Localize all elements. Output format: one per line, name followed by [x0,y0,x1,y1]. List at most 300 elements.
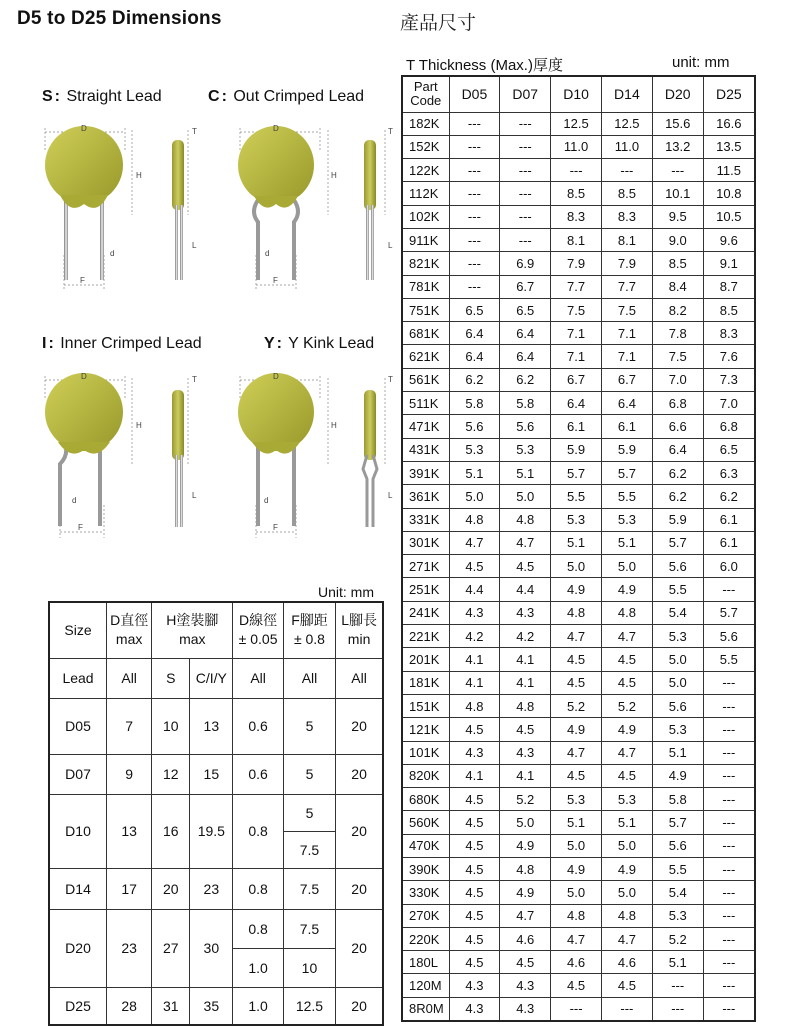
table-row [402,858,755,881]
thickness-value: --- [449,182,500,205]
part-code: 251K [402,578,449,601]
thickness-value: 4.7 [449,531,500,554]
part-code: 120M [402,974,449,997]
thickness-value: 5.9 [652,508,703,531]
dim-label-h-i: H [136,421,142,430]
thickness-value: --- [703,741,755,764]
thickness-value: 4.4 [449,578,500,601]
thickness-value: 4.4 [500,578,551,601]
thickness-value: 6.4 [449,345,500,368]
thickness-value: 8.2 [652,298,703,321]
thickness-value: 4.6 [500,927,551,950]
dim-label-d-c: D [273,124,279,133]
thickness-value: 6.4 [449,322,500,345]
table-row [402,788,755,811]
thickness-value: 6.7 [601,368,652,391]
thickness-value: --- [500,228,551,251]
table-row [402,974,755,997]
table-row [402,368,755,391]
cell: 1.0 [233,948,283,987]
thickness-value: 15.6 [652,112,703,135]
lead-ciy: C/I/Y [190,658,233,698]
part-code: 781K [402,275,449,298]
part-code: 201K [402,648,449,671]
thickness-value: --- [703,974,755,997]
thickness-value: --- [703,671,755,694]
dim-row-d14 [49,868,383,909]
thickness-value: 6.5 [500,298,551,321]
cell: 0.6 [233,754,283,794]
thickness-value: 4.7 [601,741,652,764]
table-row [402,485,755,508]
cell: 20 [152,868,190,909]
table-row [402,718,755,741]
thickness-value: 4.8 [551,601,602,624]
lead-drawings [0,0,400,600]
thickness-value: 5.6 [652,694,703,717]
thickness-value: 5.4 [652,881,703,904]
thickness-value: 4.2 [449,625,500,648]
thickness-value: --- [703,811,755,834]
thickness-value: 9.0 [652,228,703,251]
thickness-value: 4.8 [601,601,652,624]
dim-label-f-s: F [80,276,85,285]
thickness-value: 5.8 [652,788,703,811]
dimensions-unit: Unit: mm [318,584,374,600]
thickness-value: --- [449,275,500,298]
thickness-value: 4.3 [500,974,551,997]
table-row [402,392,755,415]
thickness-value: 6.8 [652,392,703,415]
thickness-value: 5.5 [601,485,652,508]
thickness-value: --- [500,135,551,158]
thickness-value: --- [703,858,755,881]
thickness-value: 8.1 [601,228,652,251]
thickness-value: --- [703,904,755,927]
part-code: 470K [402,834,449,857]
thickness-value: --- [601,997,652,1020]
thickness-value: 4.8 [449,508,500,531]
page-title-cjk: 產品尺寸 [400,12,477,34]
thickness-value: 4.1 [449,648,500,671]
part-code: 681K [402,322,449,345]
thickness-value: 5.9 [551,438,602,461]
thickness-value: 6.6 [652,415,703,438]
thickness-value: 4.7 [551,741,602,764]
thickness-value: 5.9 [601,438,652,461]
part-code: 820K [402,764,449,787]
cell: 23 [107,909,152,987]
thickness-value: 5.1 [551,811,602,834]
cell: 5 [283,754,335,794]
thickness-value: 11.0 [551,135,602,158]
lead-all-3: All [283,658,335,698]
thickness-value: 4.7 [500,531,551,554]
part-code: 911K [402,228,449,251]
thickness-value: 8.1 [551,228,602,251]
cell: 7 [107,698,152,754]
header-size: Size [49,602,107,658]
thickness-value: 6.2 [652,485,703,508]
part-code: 361K [402,485,449,508]
thickness-value: 6.1 [703,531,755,554]
cell: 20 [336,754,383,794]
dim-label-t-i: T [192,375,197,384]
part-code: 560K [402,811,449,834]
dim-label-t-y: T [388,375,393,384]
lead-header: Lead [49,658,107,698]
cell: 20 [336,868,383,909]
thickness-value: --- [703,764,755,787]
thickness-value: 6.1 [551,415,602,438]
part-code: 220K [402,927,449,950]
thickness-value: 5.3 [551,508,602,531]
thickness-value: 6.1 [601,415,652,438]
thickness-value: 5.3 [652,718,703,741]
thickness-value: 4.5 [449,834,500,857]
cell: 1.0 [233,987,283,1025]
cell: 20 [336,987,383,1025]
cell: 20 [336,909,383,987]
lead-label-y-kink: Y : Y Kink Lead [264,335,375,352]
part-code: 431K [402,438,449,461]
table-row [402,694,755,717]
thickness-value: 6.8 [703,415,755,438]
thickness-value: 7.7 [601,275,652,298]
table-row [402,159,755,182]
thickness-value: 4.5 [500,718,551,741]
header-coating: H塗裝腳 max [152,602,233,658]
thickness-value: 4.5 [449,904,500,927]
thickness-value: --- [500,112,551,135]
table-row [402,555,755,578]
thickness-value: 5.3 [601,508,652,531]
thickness-value: 4.9 [551,718,602,741]
cell: 17 [107,868,152,909]
thickness-value: --- [500,159,551,182]
thickness-value: 5.5 [703,648,755,671]
thickness-value: --- [500,205,551,228]
table-row [402,298,755,321]
dim-label-h-c: H [331,171,337,180]
thickness-value: 7.5 [652,345,703,368]
dim-lead-row [49,658,383,698]
table-row [402,461,755,484]
dim-row-d05 [49,698,383,754]
thickness-value: 5.2 [652,927,703,950]
lead-all-1: All [107,658,152,698]
part-code: 182K [402,112,449,135]
thickness-value: --- [703,951,755,974]
thickness-value: 5.0 [601,881,652,904]
part-code: 471K [402,415,449,438]
thickness-value: --- [551,997,602,1020]
part-code: 331K [402,508,449,531]
dim-label-wire-c: d [265,249,270,258]
cell: 0.6 [233,698,283,754]
thickness-body [402,112,755,1021]
thickness-value: 4.3 [449,601,500,624]
dim-row-d10 [49,794,383,831]
thickness-value: 4.5 [551,648,602,671]
thickness-value: 8.3 [703,322,755,345]
thickness-value: 9.6 [703,228,755,251]
thickness-value: --- [703,834,755,857]
table-row [402,438,755,461]
thickness-value: 8.5 [703,298,755,321]
thickness-value: --- [449,159,500,182]
part-code: 390K [402,858,449,881]
thickness-value: 5.7 [551,461,602,484]
part-code: 391K [402,461,449,484]
lead-all-2: All [233,658,283,698]
thickness-value: 4.8 [551,904,602,927]
table-row [402,508,755,531]
dim-label-d-y: D [273,372,279,381]
thickness-value: 6.4 [652,438,703,461]
dim-label-h-s: H [136,171,142,180]
thickness-value: 11.0 [601,135,652,158]
thickness-value: 5.7 [652,531,703,554]
cell: 31 [152,987,190,1025]
thickness-value: --- [449,205,500,228]
cell: 28 [107,987,152,1025]
thickness-value: 6.2 [703,485,755,508]
thickness-value: 4.7 [601,927,652,950]
thickness-value: 5.1 [500,461,551,484]
header-d10: D10 [551,76,602,112]
header-d14: D14 [601,76,652,112]
drawing-straight [45,126,184,280]
thickness-value: 5.6 [652,834,703,857]
cell: 30 [190,909,233,987]
thickness-value: 6.0 [703,555,755,578]
thickness-value: 8.7 [703,275,755,298]
thickness-header-row [402,76,755,112]
thickness-value: 5.0 [652,648,703,671]
thickness-value: 6.4 [601,392,652,415]
thickness-value: 13.2 [652,135,703,158]
thickness-value: 6.4 [500,322,551,345]
thickness-value: 5.5 [551,485,602,508]
table-row [402,531,755,554]
dim-label-wire-s: d [110,249,115,258]
thickness-value: 5.0 [601,555,652,578]
part-code: 121K [402,718,449,741]
thickness-value: 6.2 [449,368,500,391]
thickness-value: 7.1 [601,322,652,345]
cell: 13 [190,698,233,754]
thickness-value: 5.3 [601,788,652,811]
thickness-value: 5.0 [500,811,551,834]
cell: 16 [152,794,190,868]
thickness-value: 4.5 [500,555,551,578]
thickness-value: 5.2 [601,694,652,717]
thickness-value: --- [703,927,755,950]
thickness-value: 4.7 [500,904,551,927]
thickness-value: 7.1 [551,322,602,345]
cell: D07 [49,754,107,794]
table-row [402,415,755,438]
header-lead-length: L腳長 min [336,602,383,658]
lead-s: S [152,658,190,698]
table-row [402,322,755,345]
thickness-value: 6.7 [500,275,551,298]
cell: 23 [190,868,233,909]
part-code: 151K [402,694,449,717]
thickness-value: 4.5 [551,974,602,997]
thickness-value: 5.0 [551,555,602,578]
table-row [402,228,755,251]
dim-label-l-c: L [388,241,393,250]
thickness-value: 4.5 [449,811,500,834]
thickness-value: 5.0 [551,834,602,857]
thickness-value: 5.0 [500,485,551,508]
part-code: 271K [402,555,449,578]
thickness-value: --- [601,159,652,182]
thickness-value: 5.6 [500,415,551,438]
thickness-value: 7.9 [551,252,602,275]
table-row [402,764,755,787]
thickness-value: 9.5 [652,205,703,228]
cell: 20 [336,794,383,868]
header-d05: D05 [449,76,500,112]
dim-label-f-i: F [78,523,83,532]
thickness-value: 5.5 [652,578,703,601]
thickness-value: 4.5 [449,927,500,950]
part-code: 181K [402,671,449,694]
thickness-value: 4.9 [500,881,551,904]
thickness-value: 8.5 [551,182,602,205]
thickness-value: 4.3 [500,601,551,624]
thickness-value: --- [703,997,755,1020]
thickness-value: 8.4 [652,275,703,298]
table-row [402,904,755,927]
dim-label-h-y: H [331,421,337,430]
thickness-value: 4.8 [449,694,500,717]
cell: 5 [283,698,335,754]
thickness-value: 6.2 [500,368,551,391]
thickness-value: 5.2 [551,694,602,717]
thickness-value: 4.9 [500,834,551,857]
thickness-value: 7.9 [601,252,652,275]
thickness-value: 4.3 [449,997,500,1020]
thickness-value: 11.5 [703,159,755,182]
table-row [402,881,755,904]
thickness-value: 5.0 [449,485,500,508]
table-row [402,671,755,694]
thickness-value: 4.1 [500,648,551,671]
thickness-value: --- [551,159,602,182]
thickness-table [401,75,756,1022]
cell: 7.5 [283,868,335,909]
thickness-value: --- [703,788,755,811]
thickness-value: 5.3 [551,788,602,811]
header-d20: D20 [652,76,703,112]
cell: 20 [336,698,383,754]
thickness-value: 4.3 [500,997,551,1020]
thickness-value: --- [703,881,755,904]
thickness-value: 4.8 [500,858,551,881]
part-code: 152K [402,135,449,158]
thickness-value: 4.3 [449,974,500,997]
thickness-value: 4.5 [601,648,652,671]
thickness-value: 4.5 [551,671,602,694]
thickness-value: 5.7 [652,811,703,834]
table-row [402,997,755,1020]
cell: 35 [190,987,233,1025]
thickness-value: 4.5 [449,718,500,741]
thickness-value: 4.5 [601,764,652,787]
thickness-value: 4.5 [601,671,652,694]
thickness-value: 5.8 [500,392,551,415]
thickness-value: 5.8 [449,392,500,415]
thickness-value: 4.5 [500,951,551,974]
header-wire-diameter: D線徑 ± 0.05 [233,602,283,658]
thickness-value: 6.5 [449,298,500,321]
cell: 13 [107,794,152,868]
cell: D10 [49,794,107,868]
cell: 7.5 [283,909,335,948]
dim-row-d07 [49,754,383,794]
thickness-value: 5.2 [500,788,551,811]
thickness-value: 4.9 [601,718,652,741]
thickness-value: 4.7 [551,625,602,648]
thickness-value: 4.8 [500,694,551,717]
table-row [402,811,755,834]
table-row [402,112,755,135]
thickness-value: 4.6 [601,951,652,974]
part-code: 751K [402,298,449,321]
thickness-value: 8.5 [601,182,652,205]
thickness-value: 5.3 [652,625,703,648]
header-part-code: Part Code [402,76,449,112]
table-row [402,927,755,950]
table-row [402,648,755,671]
cell: 10 [152,698,190,754]
part-code: 821K [402,252,449,275]
page-title: D5 to D25 Dimensions [17,8,222,29]
thickness-value: 13.5 [703,135,755,158]
dim-label-t-c: T [388,127,393,136]
thickness-value: 6.4 [500,345,551,368]
table-row [402,578,755,601]
thickness-value: 4.9 [652,764,703,787]
dim-label-d-i: D [81,372,87,381]
dim-label-f-y: F [273,523,278,532]
thickness-value: 4.3 [449,741,500,764]
thickness-value: 7.1 [601,345,652,368]
part-code: 301K [402,531,449,554]
thickness-value: 4.1 [500,671,551,694]
thickness-value: 4.2 [500,625,551,648]
cell: 0.8 [233,794,283,868]
part-code: 102K [402,205,449,228]
dim-label-l-y: L [388,491,393,500]
thickness-value: 8.5 [652,252,703,275]
cell: 7.5 [283,831,335,868]
dim-label-f-c: F [273,276,278,285]
thickness-value: 4.5 [449,858,500,881]
table-row [402,601,755,624]
lead-label-out-crimped: C : Out Crimped Lead [208,88,365,105]
thickness-value: 5.6 [449,415,500,438]
table-row [402,182,755,205]
thickness-value: 6.3 [703,461,755,484]
dim-label-l-s: L [192,241,197,250]
cell: D20 [49,909,107,987]
thickness-value: 4.1 [449,671,500,694]
